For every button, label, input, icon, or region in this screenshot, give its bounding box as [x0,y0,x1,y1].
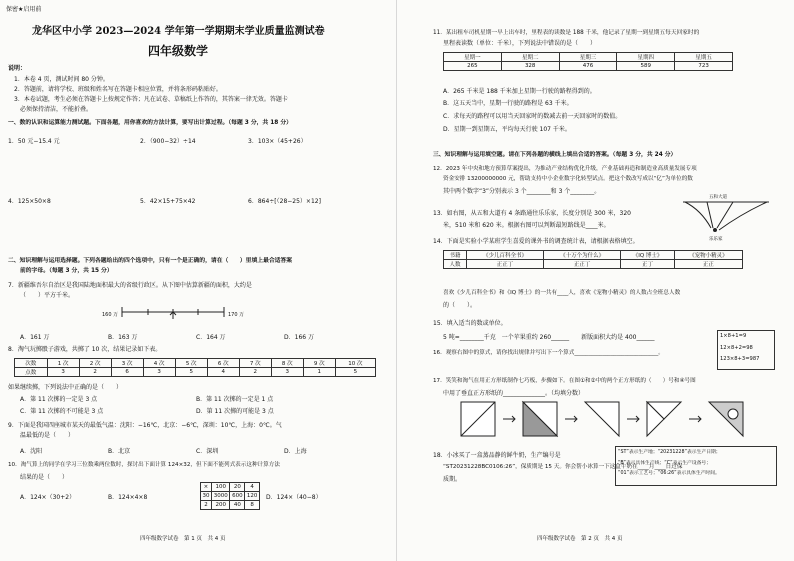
dice-table [14,358,376,377]
exam-title: 龙华区中小学 2023—2024 学年第一学期期末学业质量监测试卷 [32,26,325,37]
option: C．第 11 次掷的不可能是 3 点 [20,408,104,415]
grid-cell: 600 [230,492,245,501]
grid-cell: 3000 [211,492,230,501]
option: B．124×4×8 [108,494,148,501]
question-17-cont: 中用了垂直正方形纸的______________。（均填分数） [443,390,585,397]
note-line: 2．答题前，请将学校、班级和姓名写在答题卡相应位置，并将条形码粘贴好。 [14,86,222,93]
dice-header: 7 次 [239,359,271,368]
code-legend-box [615,446,777,486]
dice-cell: 3 [47,368,79,377]
question-14-blank: 喜欢《少儿百科全书》和《IQ 博士》的一共有____人，喜欢《宠物小精灵》的人数占全班总人数 [443,290,681,296]
subject-title: 四年级数学 [148,44,209,58]
grid-cell: × [201,483,212,492]
grid-cell: 30 [202,493,210,499]
question-14: 14．下面是实验小学某班学生喜爱的课外书的调查统计表，请根据表格填空。 [433,238,639,245]
exam-page-2 [397,0,794,561]
books-cell: 正正 [674,260,742,269]
page-footer: 四年级数学试卷 第 2 页 共 4 页 [537,536,623,542]
question-13: 13．如右图，从五和大道有 4 条路通往乐乐家，长度分别是 300 米，320 [433,210,631,217]
option: A．沈阳 [20,448,43,455]
question-18-cont: 质期。 [443,476,462,483]
grid-cell: 200 [211,501,230,510]
grid-cell: 20 [230,483,245,492]
books-cell: 正正丁 [466,260,543,269]
dice-header: 1 次 [47,359,79,368]
note-line: 3．本卷试题，考生必须在答题卡上按规定作答；凡在试卷、草稿纸上作答的，其答案一律无效。答题卡 [14,96,288,103]
week-cell: 476 [559,62,617,71]
option: D．星期一到星期五，平均每天行驶 107 千米。 [443,126,571,133]
week-header: 星期五 [675,53,733,62]
note-line: 必须保持清洁，不能折叠。 [20,106,93,113]
question-17: 17．笑笑和淘气在用正方形纸制作七巧板，步骤如下。在图①和②中的两个正方形纸的（ ）号和④号图 [433,378,696,384]
section-1-title: 一、数的认识和运算能力测试题。下面各题，用你喜欢的方法计算，要写出计算过程。（每题 3 分，共 18 分） [8,120,292,126]
dice-cell: 3 [143,368,175,377]
calc-item: 5．42×15+75×42 [140,198,196,205]
week-header: 星期二 [501,53,559,62]
question-12: 12．2023 年中央和地方预算草案提出，为推动产业结构优化升级，产业基础再造和制造业高质量发展专项 [433,166,697,172]
dice-cell: 点数 [15,368,48,377]
option: A．124×（30+2） [20,494,76,501]
dice-cell: 4 [207,368,239,377]
option: B．北京 [108,448,131,455]
pattern-line: 123×8+3=987 [720,356,760,362]
option: A．第 11 次掷的一定是 3 点 [20,396,98,403]
books-table [443,250,743,269]
question-11: 11．某出租车司机星期一早上出车时，里程表的读数是 188 千米，他记录了星期一到星期五每天回家时的 [433,30,700,36]
option: A．161 万 [20,334,50,341]
week-header: 星期四 [617,53,675,62]
page-footer: 四年级数学试卷 第 1 页 共 4 页 [140,536,226,542]
pattern-box [717,330,775,370]
question-8-prompt: 如果继续掷，下列说法中正确的是（ ） [8,384,123,391]
question-18-cont: “ST20231228BC0106:26”，保质期是 15 天。你会帮小冰算一下这盒牛奶在____月____日过保 [443,464,683,470]
question-7: 7．新疆维吾尔自治区是我国陆地面积最大的省级行政区。从下图中估算新疆的面积，大约是 [8,282,252,289]
books-cell: 人数 [444,260,467,269]
calc-item: 6．864÷[（28−25）×12] [248,198,321,205]
question-11-cont: 里程表读数（单位：千米），下列说法中错误的是（ ） [443,40,597,47]
calc-item: 4．125×50×8 [8,198,51,205]
grid-cell: 40 [230,501,245,510]
books-header: 书籍 [444,251,467,260]
option: D．上海 [284,448,307,455]
home-label: 乐乐家 [709,237,723,242]
dice-header: 4 次 [143,359,175,368]
code-legend-line: “ST”表示生产地；“20231228”表示生产日期； [618,450,721,455]
secret-label: 保密★启用前 [6,6,42,13]
number-line-left-label: 160 万 [102,312,119,318]
books-cell: 正正丁 [544,260,621,269]
option: B．163 万 [108,334,138,341]
week-cell: 265 [444,62,502,71]
code-legend-line: “B”表示具体生产线；“C”表示生产设备号； [618,460,712,466]
dice-cell: 5 [175,368,207,377]
odometer-table [443,52,733,71]
option: C．求每天的路程可以用当天回家时的数减去前一天回家时的数值。 [443,113,622,120]
question-13-cont: 米，510 米和 620 米。根据右图可以判断最短路线是____米。 [443,222,610,229]
grid-cell: 4 [245,483,260,492]
section-2-title-cont: 前的字母。（每题 3 分，共 15 分） [20,268,113,274]
option: B．第 11 次掷的一定是 1 点 [196,396,274,403]
option: C．164 万 [196,334,226,341]
number-line-right-label: 170 万 [228,312,245,318]
grid-cell: 120 [245,492,260,501]
dice-cell: 6 [111,368,143,377]
dice-cell: 1 [303,368,335,377]
question-10: 10．淘气算上的同学在学习三位数乘两位数时，探讨出下面计算 124×32，但下面不能列式表示这种计算方法 [8,462,280,468]
books-header: 《十万个为什么》 [544,251,621,260]
calc-item: 3．103×（45+26） [248,138,307,145]
code-legend-line: “01”表示工艺号；“06:26”表示具体生产时间。 [618,471,720,476]
option: B．这五天当中，星期一行驶的路程是 63 千米。 [443,100,573,107]
pattern-line: 1×8+1=9 [720,333,747,339]
question-14-blank-cont: 的（ ）。 [443,302,477,309]
books-header: 《少儿百科全书》 [466,251,543,260]
dice-cell: 2 [239,368,271,377]
week-header: 星期一 [444,53,502,62]
dice-cell: 3 [271,368,303,377]
notes-title: 说明： [8,65,27,72]
dice-header: 6 次 [207,359,239,368]
question-12-cont: 其中两个数字“3”分别表示 3 个________和 3 个________。 [443,188,601,195]
dice-cell: 2 [79,368,111,377]
question-7-cont: （ ）平方千米。 [20,292,75,299]
question-18: 18．小冰买了一盒蒸品静的鲜牛奶，生产编号是 [433,452,561,459]
question-9-cont: 温最低的是（ ） [20,432,75,439]
dice-cell: 5 [335,368,375,377]
dice-header: 5 次 [175,359,207,368]
section-3-title: 三、知识理解与运用填空题。请在下列各题的横线上填出合适的答案。（每题 3 分，共 24 分） [433,152,677,158]
calc-item: 2．（900−32）÷14 [140,138,196,145]
grid-cell: 8 [245,501,260,510]
books-header: 《宠物小精灵》 [674,251,742,260]
question-12-cont: 资金安排 13200000000 元，帮助支持中小企业数字化转型试点。把这个数改写成以“亿”为单位的数 [443,176,693,182]
grid-cell: 2 [201,501,212,510]
calc-item: 1．50 元−15.4 元 [8,138,60,145]
week-header: 星期三 [559,53,617,62]
books-header: 《IQ 博士》 [621,251,675,260]
dice-header: 10 次 [335,359,375,368]
road-label: 五和大道 [709,195,727,200]
note-line: 1．本卷 4 页，测试时间 80 分钟。 [14,76,109,83]
tangram-steps-figure [457,398,757,442]
week-cell: 723 [675,62,733,71]
pattern-line: 12×8+2=98 [720,344,753,351]
question-15-blanks: 5 吨=________千克 一个苹果重约 260______ 新版面积大约是 400______ [443,334,655,341]
option: C．深圳 [196,448,219,455]
section-2-title: 二、知识理解与运用选择题。下列各题给出的四个选项中，只有一个是正确的，请在（ ）里填上最合适答案 [8,258,293,264]
option: A．265 千米是 188 千米加上星期一行驶的路程得到的。 [443,88,596,95]
books-cell: 正丁 [621,260,675,269]
dice-header: 次数 [15,359,48,368]
question-9: 9．下面是我国四座城市某天的最低气温：沈阳：−16℃，北京：−6℃，深圳：10℃，上海：0℃。气 [8,422,282,429]
grid-cell: 100 [211,483,230,492]
question-16: 16．观察右图中的算式，请你找出规律并写出下一个算式______________________________。 [433,350,664,356]
dice-header: 3 次 [111,359,143,368]
dice-header: 9 次 [303,359,335,368]
question-10-cont: 结果的是（ ） [20,474,69,481]
week-cell: 328 [501,62,559,71]
dice-header: 2 次 [79,359,111,368]
multiplication-grid [200,482,260,510]
option: D．166 万 [284,334,314,341]
question-8: 8．淘气玩掷骰子游戏，共掷了 10 次，结果记录如下表。 [8,346,162,353]
question-15: 15．填入适当的数或单位。 [433,320,507,327]
option: D．第 11 次掷的可能是 3 点 [196,408,274,415]
road-map-figure [681,194,773,238]
option: D．124×（40−8） [266,494,322,501]
dice-header: 8 次 [271,359,303,368]
week-cell: 589 [617,62,675,71]
